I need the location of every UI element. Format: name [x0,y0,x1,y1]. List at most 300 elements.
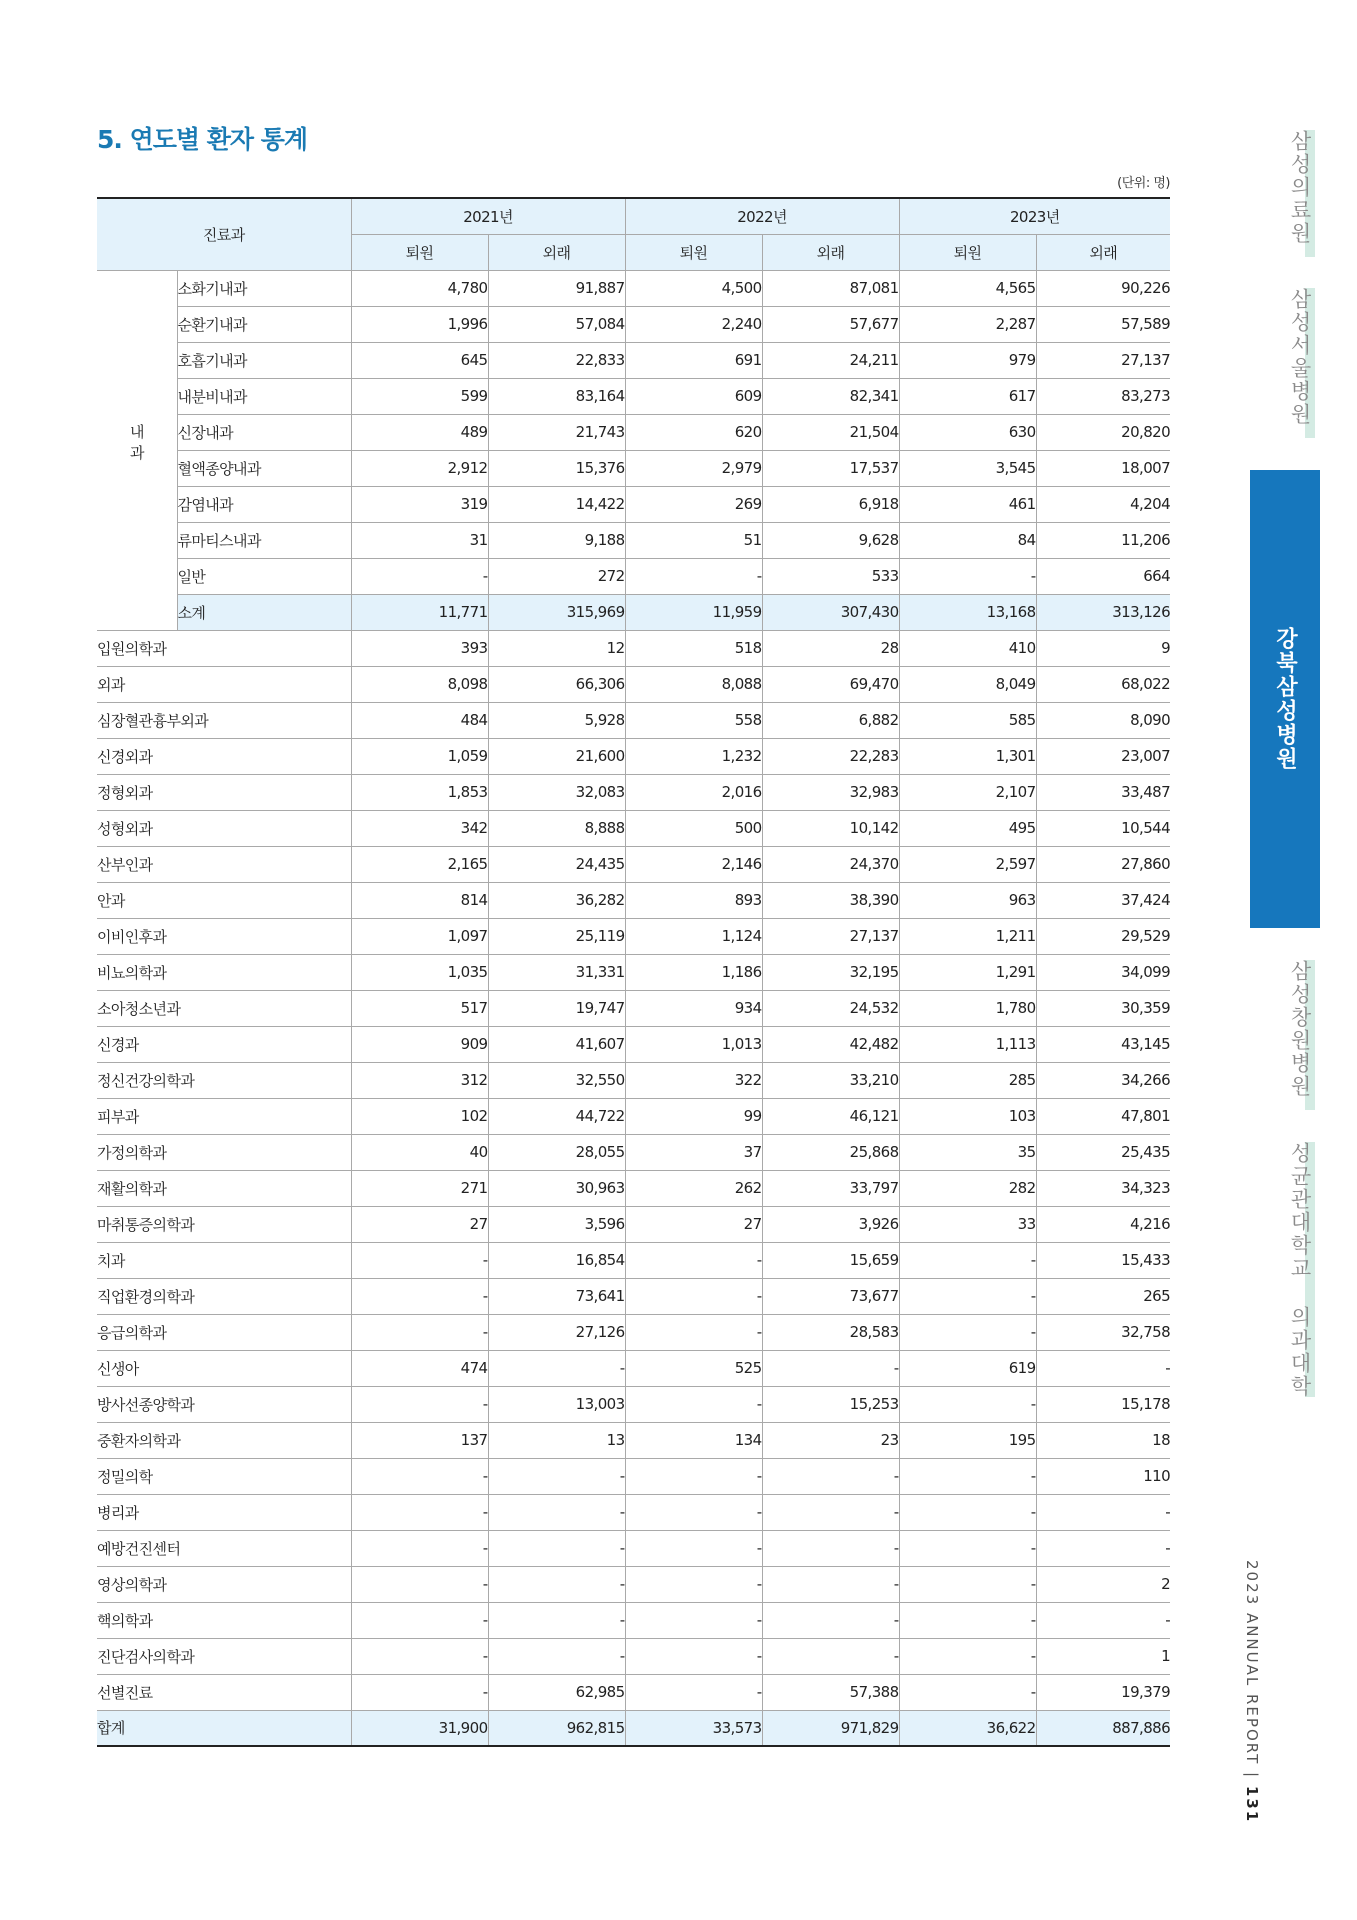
side-tab-skku-medicine[interactable]: 성균관대학교 의과대학 [1288,1142,1312,1398]
value-cell: 33,797 [762,1170,899,1206]
value-cell: - [351,1314,488,1350]
table-row [97,1458,1170,1494]
value-cell: 36,622 [899,1710,1036,1746]
value-cell: 934 [625,990,762,1026]
value-cell: - [351,1494,488,1530]
value-cell: - [1036,1350,1170,1386]
value-cell: 15,659 [762,1242,899,1278]
page-number: 131 [1243,1785,1261,1824]
value-cell: 13,003 [488,1386,625,1422]
value-cell: - [762,1494,899,1530]
value-cell: 32,983 [762,774,899,810]
table-row [97,738,1170,774]
header-discharge: 퇴원 [625,234,762,270]
value-cell: 410 [899,630,1036,666]
table-row [97,810,1170,846]
value-cell: 84 [899,522,1036,558]
value-cell: 272 [488,558,625,594]
table-row [97,918,1170,954]
value-cell: - [351,1638,488,1674]
dept-name: 일반 [177,558,351,594]
value-cell: - [899,1494,1036,1530]
dept-name: 합계 [97,1710,351,1746]
dept-name: 이비인후과 [97,918,351,954]
value-cell: 8,888 [488,810,625,846]
value-cell: 21,743 [488,414,625,450]
table-row [97,1566,1170,1602]
value-cell: - [351,1530,488,1566]
value-cell: 24,211 [762,342,899,378]
value-cell: 33,210 [762,1062,899,1098]
value-cell: 41,607 [488,1026,625,1062]
dept-name: 핵의학과 [97,1602,351,1638]
value-cell: 35 [899,1134,1036,1170]
value-cell: 22,283 [762,738,899,774]
value-cell: 307,430 [762,594,899,630]
value-cell: 664 [1036,558,1170,594]
value-cell: 533 [762,558,899,594]
value-cell: 979 [899,342,1036,378]
value-cell: 1,059 [351,738,488,774]
dept-name: 신생아 [97,1350,351,1386]
value-cell: 1 [1036,1638,1170,1674]
value-cell: 909 [351,1026,488,1062]
value-cell: 887,886 [1036,1710,1170,1746]
value-cell: 1,097 [351,918,488,954]
dept-name: 비뇨의학과 [97,954,351,990]
value-cell: 2,912 [351,450,488,486]
value-cell: 32,550 [488,1062,625,1098]
header-outpatient: 외래 [1036,234,1170,270]
value-cell: - [488,1602,625,1638]
table-row [97,522,1170,558]
value-cell: - [488,1458,625,1494]
value-cell: 27 [351,1206,488,1242]
side-tab-kangbuk-samsung[interactable]: 강북삼성병원 [1272,627,1298,771]
table-row [97,1206,1170,1242]
value-cell: 500 [625,810,762,846]
value-cell: 1,232 [625,738,762,774]
value-cell: 32,083 [488,774,625,810]
table-row [97,1422,1170,1458]
table-row [97,630,1170,666]
value-cell: 2,597 [899,846,1036,882]
value-cell: 27,137 [1036,342,1170,378]
table-row [97,486,1170,522]
value-cell: 11,771 [351,594,488,630]
value-cell: 620 [625,414,762,450]
value-cell: 474 [351,1350,488,1386]
value-cell: - [762,1350,899,1386]
value-cell: - [899,1674,1036,1710]
value-cell: 31 [351,522,488,558]
value-cell: 1,853 [351,774,488,810]
value-cell: 282 [899,1170,1036,1206]
value-cell: - [899,1386,1036,1422]
unit-label: (단위: 명) [1117,176,1170,191]
value-cell: 91,887 [488,270,625,306]
value-cell: 43,145 [1036,1026,1170,1062]
value-cell: 24,370 [762,846,899,882]
header-discharge: 퇴원 [899,234,1036,270]
value-cell: 312 [351,1062,488,1098]
value-cell: 2 [1036,1566,1170,1602]
dept-name: 치과 [97,1242,351,1278]
value-cell: 110 [1036,1458,1170,1494]
dept-name: 직업환경의학과 [97,1278,351,1314]
dept-name: 신경과 [97,1026,351,1062]
value-cell: 30,963 [488,1170,625,1206]
dept-name: 감염내과 [177,486,351,522]
value-cell: 44,722 [488,1098,625,1134]
value-cell: 15,433 [1036,1242,1170,1278]
value-cell: - [351,558,488,594]
value-cell: 27 [625,1206,762,1242]
value-cell: 103 [899,1098,1036,1134]
value-cell: 62,985 [488,1674,625,1710]
value-cell: 319 [351,486,488,522]
value-cell: 3,926 [762,1206,899,1242]
table-row [97,414,1170,450]
dept-name: 소아청소년과 [97,990,351,1026]
value-cell: 21,504 [762,414,899,450]
value-cell: - [1036,1530,1170,1566]
value-cell: 27,137 [762,918,899,954]
table-row [97,450,1170,486]
value-cell: 40 [351,1134,488,1170]
value-cell: - [899,1314,1036,1350]
table-row [97,1638,1170,1674]
total-row [97,1710,1170,1746]
dept-name: 예방건진센터 [97,1530,351,1566]
value-cell: 484 [351,702,488,738]
dept-name: 진단검사의학과 [97,1638,351,1674]
value-cell: 13 [488,1422,625,1458]
footer-report: 2023 ANNUAL REPORT [1243,1560,1261,1766]
value-cell: 630 [899,414,1036,450]
dept-name: 정밀의학 [97,1458,351,1494]
value-cell: 9,628 [762,522,899,558]
table-row [97,882,1170,918]
value-cell: - [899,1242,1036,1278]
dept-name: 선별진료 [97,1674,351,1710]
value-cell: - [899,1458,1036,1494]
value-cell: - [351,1386,488,1422]
table-row [97,342,1170,378]
value-cell: 57,388 [762,1674,899,1710]
value-cell: 31,331 [488,954,625,990]
table-row [97,1098,1170,1134]
value-cell: 2,979 [625,450,762,486]
group-label-text: 내과 [127,424,146,466]
value-cell: 8,098 [351,666,488,702]
value-cell: 15,376 [488,450,625,486]
value-cell: 16,854 [488,1242,625,1278]
value-cell: - [488,1566,625,1602]
footer-separator: | [1243,1772,1261,1780]
value-cell: - [625,1458,762,1494]
value-cell: - [625,1566,762,1602]
value-cell: 57,677 [762,306,899,342]
value-cell: - [488,1494,625,1530]
value-cell: - [351,1278,488,1314]
table-row [97,702,1170,738]
dept-name: 정신건강의학과 [97,1062,351,1098]
value-cell: - [625,1674,762,1710]
value-cell: 6,918 [762,486,899,522]
value-cell: 13,168 [899,594,1036,630]
value-cell: 73,677 [762,1278,899,1314]
dept-name: 응급의학과 [97,1314,351,1350]
value-cell: 11,959 [625,594,762,630]
value-cell: - [625,1386,762,1422]
dept-name: 심장혈관흉부외과 [97,702,351,738]
dept-name: 산부인과 [97,846,351,882]
value-cell: 25,868 [762,1134,899,1170]
value-cell: 814 [351,882,488,918]
table-row [97,1602,1170,1638]
value-cell: 15,253 [762,1386,899,1422]
value-cell: 10,544 [1036,810,1170,846]
value-cell: - [899,558,1036,594]
dept-name: 소계 [177,594,351,630]
value-cell: - [899,1602,1036,1638]
value-cell: 20,820 [1036,414,1170,450]
value-cell: 19,747 [488,990,625,1026]
side-tab-samsung-seoul[interactable]: 삼성서울병원 [1288,288,1312,426]
value-cell: 66,306 [488,666,625,702]
value-cell: 9,188 [488,522,625,558]
value-cell: 25,435 [1036,1134,1170,1170]
value-cell: - [625,1638,762,1674]
value-cell: - [762,1638,899,1674]
value-cell: 69,470 [762,666,899,702]
table-row [97,1170,1170,1206]
value-cell: 51 [625,522,762,558]
value-cell: 599 [351,378,488,414]
value-cell: 32,195 [762,954,899,990]
value-cell: 1,996 [351,306,488,342]
value-cell: 269 [625,486,762,522]
value-cell: 3,596 [488,1206,625,1242]
dept-name: 방사선종양학과 [97,1386,351,1422]
value-cell: 34,323 [1036,1170,1170,1206]
value-cell: 315,969 [488,594,625,630]
value-cell: 83,273 [1036,378,1170,414]
value-cell: 963 [899,882,1036,918]
value-cell: 21,600 [488,738,625,774]
header-year-2022: 2022년 [625,198,899,234]
table-row [97,954,1170,990]
table-row [97,1242,1170,1278]
value-cell: - [625,1602,762,1638]
value-cell: 18 [1036,1422,1170,1458]
value-cell: 6,882 [762,702,899,738]
table-row [97,846,1170,882]
value-cell: 2,016 [625,774,762,810]
dept-name: 혈액종양내과 [177,450,351,486]
value-cell: 8,088 [625,666,762,702]
group-label [97,270,177,630]
value-cell: 9 [1036,630,1170,666]
patient-stats-table [97,197,1170,1747]
value-cell: 27,126 [488,1314,625,1350]
value-cell: 517 [351,990,488,1026]
value-cell: - [762,1530,899,1566]
header-outpatient: 외래 [762,234,899,270]
value-cell: 25,119 [488,918,625,954]
value-cell: - [1036,1602,1170,1638]
table-row [97,1386,1170,1422]
value-cell: 4,204 [1036,486,1170,522]
value-cell: 87,081 [762,270,899,306]
value-cell: 195 [899,1422,1036,1458]
dept-name: 피부과 [97,1098,351,1134]
dept-name: 순환기내과 [177,306,351,342]
value-cell: 137 [351,1422,488,1458]
value-cell: 17,537 [762,450,899,486]
dept-name: 안과 [97,882,351,918]
value-cell: 34,099 [1036,954,1170,990]
value-cell: 134 [625,1422,762,1458]
table-row [97,1278,1170,1314]
header-dept: 진료과 [97,198,351,270]
value-cell: 495 [899,810,1036,846]
value-cell: 393 [351,630,488,666]
value-cell: 4,565 [899,270,1036,306]
side-tab-samsung-changwon[interactable]: 삼성창원병원 [1288,960,1312,1098]
value-cell: 14,422 [488,486,625,522]
value-cell: - [899,1566,1036,1602]
value-cell: 4,780 [351,270,488,306]
value-cell: 265 [1036,1278,1170,1314]
value-cell: 90,226 [1036,270,1170,306]
value-cell: 68,022 [1036,666,1170,702]
value-cell: 1,186 [625,954,762,990]
value-cell: 46,121 [762,1098,899,1134]
dept-name: 소화기내과 [177,270,351,306]
value-cell: 285 [899,1062,1036,1098]
value-cell: 1,124 [625,918,762,954]
value-cell: - [899,1638,1036,1674]
dept-name: 신장내과 [177,414,351,450]
dept-name: 마취통증의학과 [97,1206,351,1242]
dept-name: 병리과 [97,1494,351,1530]
value-cell: 2,146 [625,846,762,882]
value-cell: - [488,1530,625,1566]
side-tab-samsung-medical[interactable]: 삼성의료원 [1288,130,1312,245]
value-cell: 4,500 [625,270,762,306]
value-cell: 15,178 [1036,1386,1170,1422]
table-row [97,990,1170,1026]
value-cell: 518 [625,630,762,666]
value-cell: 24,532 [762,990,899,1026]
page-title: 5. 연도별 환자 통계 [97,125,308,154]
value-cell: 2,240 [625,306,762,342]
header-outpatient: 외래 [488,234,625,270]
table-row [97,306,1170,342]
value-cell: 99 [625,1098,762,1134]
value-cell: 23 [762,1422,899,1458]
value-cell: 558 [625,702,762,738]
value-cell: - [899,1278,1036,1314]
value-cell: 31,900 [351,1710,488,1746]
table-row [97,378,1170,414]
value-cell: 1,301 [899,738,1036,774]
value-cell: 102 [351,1098,488,1134]
value-cell: 57,589 [1036,306,1170,342]
value-cell: 2,287 [899,306,1036,342]
header-discharge: 퇴원 [351,234,488,270]
value-cell: 4,216 [1036,1206,1170,1242]
value-cell: 57,084 [488,306,625,342]
value-cell: 33 [899,1206,1036,1242]
dept-name: 중환자의학과 [97,1422,351,1458]
value-cell: 8,049 [899,666,1036,702]
dept-name: 재활의학과 [97,1170,351,1206]
value-cell: - [351,1458,488,1494]
value-cell: 11,206 [1036,522,1170,558]
value-cell: - [625,1314,762,1350]
value-cell: 27,860 [1036,846,1170,882]
value-cell: 10,142 [762,810,899,846]
value-cell: 34,266 [1036,1062,1170,1098]
value-cell: 645 [351,342,488,378]
value-cell: - [762,1566,899,1602]
table-row [97,1314,1170,1350]
table-row [97,1350,1170,1386]
header-year-2023: 2023년 [899,198,1170,234]
value-cell: 12 [488,630,625,666]
value-cell: - [351,1674,488,1710]
value-cell: 33,487 [1036,774,1170,810]
value-cell: 893 [625,882,762,918]
value-cell: 73,641 [488,1278,625,1314]
value-cell: 37 [625,1134,762,1170]
value-cell: 24,435 [488,846,625,882]
value-cell: 619 [899,1350,1036,1386]
value-cell: 525 [625,1350,762,1386]
value-cell: - [762,1602,899,1638]
dept-name: 호흡기내과 [177,342,351,378]
dept-name: 외과 [97,666,351,702]
value-cell: - [351,1602,488,1638]
value-cell: 18,007 [1036,450,1170,486]
value-cell: 271 [351,1170,488,1206]
value-cell: 47,801 [1036,1098,1170,1134]
table-row [97,774,1170,810]
value-cell: - [625,1494,762,1530]
table-row [97,1674,1170,1710]
value-cell: 2,107 [899,774,1036,810]
value-cell: 691 [625,342,762,378]
value-cell: 322 [625,1062,762,1098]
value-cell: - [1036,1494,1170,1530]
table-row [97,1062,1170,1098]
value-cell: 461 [899,486,1036,522]
table-row [97,558,1170,594]
value-cell: - [351,1242,488,1278]
value-cell: 33,573 [625,1710,762,1746]
dept-name: 신경외과 [97,738,351,774]
value-cell: 962,815 [488,1710,625,1746]
dept-name: 입원의학과 [97,630,351,666]
value-cell: 971,829 [762,1710,899,1746]
value-cell: 28 [762,630,899,666]
value-cell: 313,126 [1036,594,1170,630]
header-year-2021: 2021년 [351,198,625,234]
dept-name: 성형외과 [97,810,351,846]
